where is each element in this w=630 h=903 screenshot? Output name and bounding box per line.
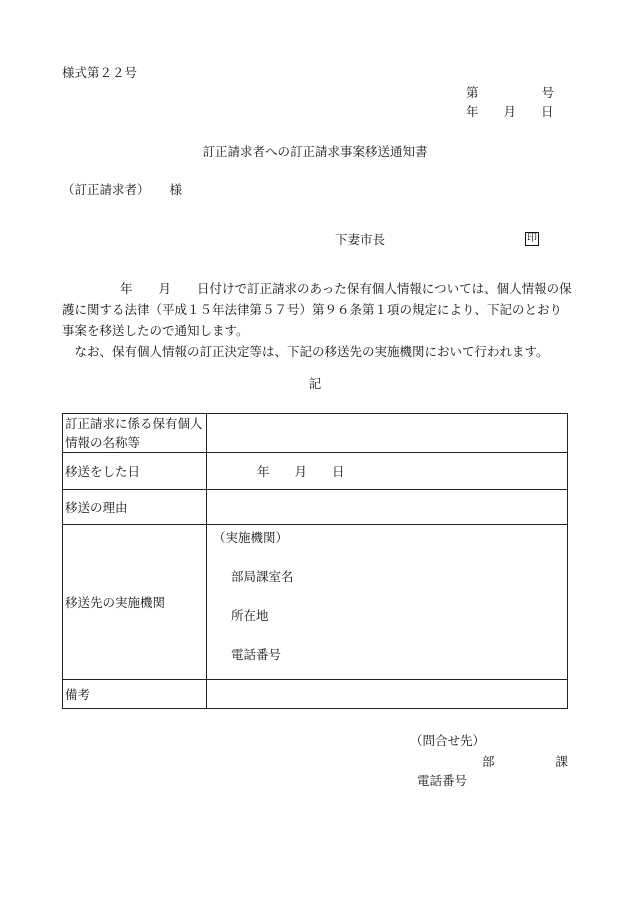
notice-paragraph-1	[62, 278, 572, 341]
table-row	[63, 525, 568, 680]
agency-header: （実施機関）	[213, 530, 289, 545]
agency-department: 部局課室名	[231, 569, 294, 584]
document-number-prefix: 第	[466, 85, 479, 100]
document-number	[466, 87, 554, 100]
transfer-date-value: 年 月 日	[207, 453, 568, 490]
transfer-reason-value	[207, 490, 568, 525]
seal-label: 印	[527, 233, 537, 244]
contact-department	[482, 756, 568, 769]
body-year: 年	[120, 281, 133, 296]
body-para1-text: 日付けで訂正請求のあった保有個人情報については、個人情報の保護に関する法律（平成１５年法律第５７号）第９６条第１項の規定により、下記のとおり事案を移送したので通知します。	[62, 281, 572, 338]
contact-section-label: 課	[555, 754, 568, 769]
destination-agency-value	[207, 525, 568, 680]
agency-address: 所在地	[231, 608, 269, 623]
ki-heading: 記	[308, 376, 322, 391]
table-row	[63, 453, 568, 490]
recipient	[62, 184, 182, 197]
recipient-name: （訂正請求者）	[62, 182, 150, 197]
destination-agency-label: 移送先の実施機関	[63, 525, 207, 680]
contact-heading: （問合せ先）	[410, 733, 486, 748]
table-row	[63, 490, 568, 525]
agency-phone: 電話番号	[231, 647, 282, 662]
form-number: 様式第２２号	[62, 65, 138, 80]
remarks-value	[207, 680, 568, 709]
seal-mark	[525, 232, 539, 246]
info-name-label: 訂正請求に係る保有個人情報の名称等	[63, 414, 207, 453]
contact-dept-label: 部	[482, 754, 495, 769]
issue-date: 年 月 日	[466, 104, 554, 119]
transfer-date-label: 移送をした日	[63, 453, 207, 490]
info-name-value	[207, 414, 568, 453]
transfer-reason-label: 移送の理由	[63, 490, 207, 525]
table-row	[63, 414, 568, 453]
notice-paragraph-2	[62, 341, 572, 362]
remarks-label: 備考	[63, 680, 207, 709]
transfer-details-table	[62, 413, 568, 709]
table-row	[63, 680, 568, 709]
document-title: 訂正請求者への訂正請求事案移送通知書	[202, 144, 428, 159]
body-para2-text: なお、保有個人情報の訂正決定等は、下記の移送先の実施機関において行われます。	[74, 344, 549, 359]
body-month: 月	[158, 281, 172, 296]
sender-name: 下妻市長	[335, 232, 386, 247]
notice-body	[62, 278, 572, 362]
recipient-honorific: 様	[169, 182, 183, 197]
document-number-suffix: 号	[541, 85, 554, 100]
contact-phone: 電話番号	[417, 773, 468, 788]
